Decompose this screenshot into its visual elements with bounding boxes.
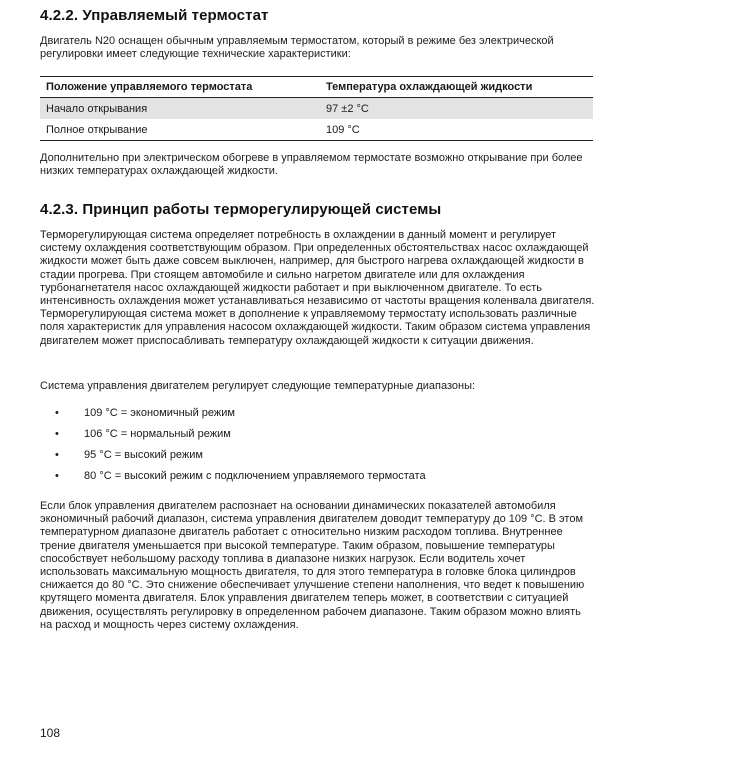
column-header-position: Положение управляемого термостата xyxy=(40,77,320,98)
thermostat-spec-table xyxy=(40,76,593,141)
section-heading-thermostat: 4.2.2. Управляемый термостат xyxy=(40,7,269,24)
list-item-text: 109 °C = экономичный режим xyxy=(84,407,235,419)
economy-mode-paragraph: Если блок управления двигателем распознает на основании динамических показателей автомобиля экономичный рабочий диапазон, система управления двигателем доводит температуру до 109 °C. В этом температурном диапазоне двигатель работает с относительно низким расходом топлива. Внутреннее трение двигателя уменьшается при высокой температуре. Таким образом, повышение температуры способствует небольшому расходу топлива в диапазоне низких нагрузок. Если водитель хочет использовать максимальную мощность двигателя, то для этого температура в головке блока цилиндров снижается до 80 °C. Это снижение обеспечивает улучшение степени наполнения, что ведет к повышению крутящего момента двигателя. Блок управления двигателем теперь может, в соответствии с ситуацией движения, осуществлять регулировку в определенном рабочем диапазоне. Таким образом можно влиять на расход и мощность через систему охлаждения. xyxy=(40,500,585,631)
table-cell: 109 °C xyxy=(320,119,593,141)
bullet-icon: • xyxy=(55,428,59,440)
ranges-intro-text: Система управления двигателем регулирует следующие температурные диапазоны: xyxy=(40,380,476,392)
list-item-text: 80 °C = высокий режим с подключением управляемого термостата xyxy=(84,470,426,482)
list-item-text: 106 °C = нормальный режим xyxy=(84,428,231,440)
thermostat-intro-text: Двигатель N20 оснащен обычным управляемым термостатом, который в режиме без электрической регулировки имеет следующие технические характеристики: xyxy=(40,35,554,61)
column-header-temperature: Температура охлаждающей жидкости xyxy=(320,77,593,98)
table-row xyxy=(40,119,593,141)
table-cell: Полное открывание xyxy=(40,119,320,141)
thermostat-note-text: Дополнительно при электрическом обогреве в управляемом термостате возможно открывание при более низких температурах охлаждающей жидкости. xyxy=(40,152,583,178)
bullet-icon: • xyxy=(55,470,59,482)
regulation-paragraph: Терморегулирующая система определяет потребность в охлаждении в данный момент и регулирует систему охлаждения соответствующим образом. При определенных обстоятельствах насос охлаждающей жидкости может быть даже совсем выключен, например, для быстрого нагрева охлаждающей жидкости в стадии прогрева. При стоящем автомобиле и сильно нагретом двигателе или для охлаждения турбонагнетателя насос охлаждающей жидкости работает и при выключенном двигателе. То есть интенсивность охлаждения может устанавливаться независимо от частоты вращения коленвала двигателя. Терморегулирующая система может в дополнение к управляемому термостату использовать различные поля характеристик для управления насосом охлаждающей жидкости. Таким образом система управления двигателем может приспосабливать температуру охлаждающей жидкости к ситуации движения. xyxy=(40,229,595,347)
temperature-ranges-list xyxy=(40,407,426,491)
list-item xyxy=(40,449,426,470)
list-item xyxy=(40,407,426,428)
table-row xyxy=(40,98,593,120)
table-cell: 97 ±2 °C xyxy=(320,98,593,120)
page-number: 108 xyxy=(40,726,61,740)
table-header-row xyxy=(40,77,593,98)
table-cell: Начало открывания xyxy=(40,98,320,120)
list-item-text: 95 °C = высокий режим xyxy=(84,449,203,461)
list-item xyxy=(40,470,426,491)
section-heading-regulation: 4.2.3. Принцип работы терморегулирующей системы xyxy=(40,201,442,218)
list-item xyxy=(40,428,426,449)
bullet-icon: • xyxy=(55,407,59,419)
bullet-icon: • xyxy=(55,449,59,461)
